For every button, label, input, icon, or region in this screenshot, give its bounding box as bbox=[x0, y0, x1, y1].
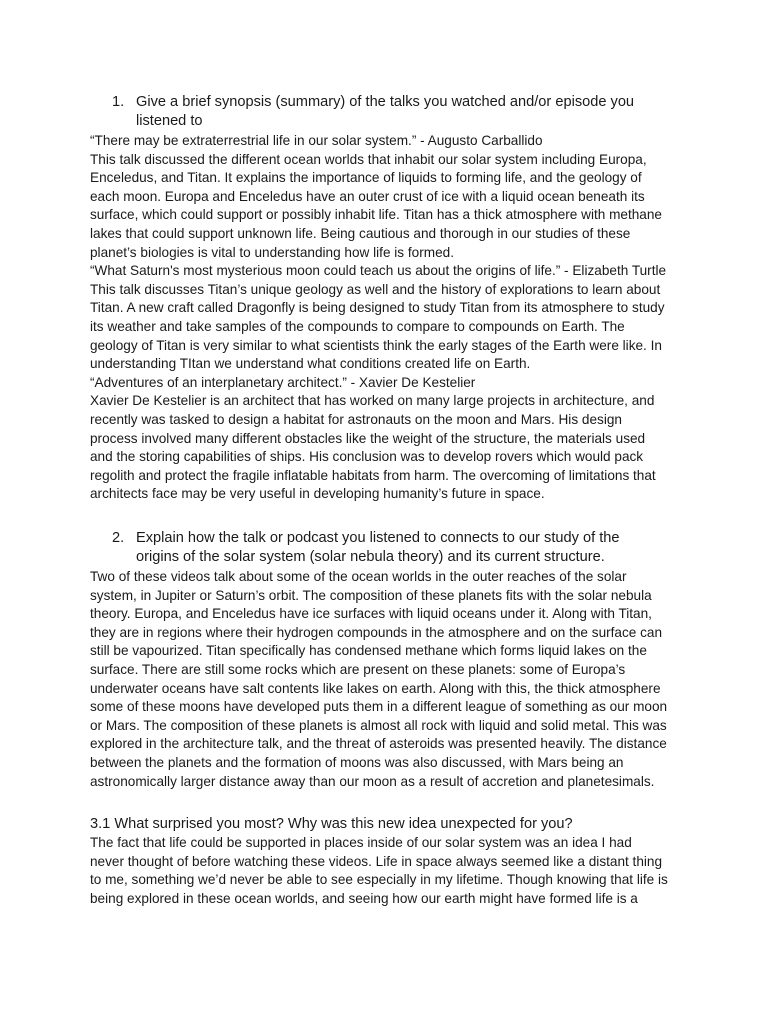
paragraph-line: Two of these videos talk about some of the ocean worlds in the outer reaches of the solar bbox=[90, 569, 627, 584]
question-2-line: Explain how the talk or podcast you listened to connects to our study of the bbox=[136, 530, 620, 546]
paragraph-line: understanding TItan we understand what conditions created life on Earth. bbox=[90, 356, 531, 372]
paragraph-line: process involved many different obstacles like the weight of the structure, the materials used bbox=[90, 430, 646, 446]
paragraph-line: or Mars. The composition of these planets is almost all rock with liquid and solid metal. This was bbox=[90, 717, 667, 733]
paragraph-line: between the planets and the formation of moons was also discussed, with Mars being an bbox=[90, 754, 624, 770]
question-1-line: listened to bbox=[136, 113, 203, 129]
question-2 bbox=[112, 529, 672, 567]
paragraph-line: explored in the architecture talk, and the threat of asteroids was presented heavily. The distance bbox=[90, 736, 667, 752]
paragraph-line: underwater oceans have salt contents like lakes on earth. Along with this, the thick atmosphere bbox=[90, 680, 661, 696]
question-3-1-text bbox=[90, 815, 690, 834]
paragraph-line: they are in regions where their hydrogen compounds in the atmosphere and on the surface can bbox=[90, 624, 663, 640]
paragraph-line: lakes that could support unknown life. Being cautious and thorough in our studies of these bbox=[90, 225, 631, 241]
paragraph-line: to me, something we’d never be able to see especially in my lifetime. Though knowing that life is bbox=[90, 872, 668, 888]
question-2-text bbox=[112, 529, 672, 567]
paragraph-line: Titan. A new craft called Dragonfly is being designed to study Titan from its atmosphere to study bbox=[90, 300, 665, 316]
question-1-number: 1. bbox=[112, 94, 125, 110]
paragraph-line: being explored in these ocean worlds, and seeing how our earth might have formed life is a bbox=[90, 890, 638, 906]
paragraph-line: This talk discusses Titan’s unique geology as well and the history of explorations to learn about bbox=[90, 281, 661, 297]
paragraph-line: The fact that life could be supported in places inside of our solar system was an idea I had bbox=[90, 835, 632, 850]
paragraph-line: each moon. Europa and Enceledus have an outer crust of ice with a liquid ocean beneath its bbox=[90, 188, 645, 204]
paragraph-line: system, in Jupiter or Saturn’s orbit. The composition of these planets fits with the solar nebula bbox=[90, 587, 652, 603]
paragraph-line: “Adventures of an interplanetary architect.” - Xavier De Kestelier bbox=[90, 374, 476, 390]
paragraph-line: “What Saturn's most mysterious moon could teach us about the origins of life.” - Elizabeth Turtle bbox=[90, 263, 667, 279]
paragraph-line: Xavier De Kestelier is an architect that has worked on many large projects in architecture, and bbox=[90, 393, 655, 409]
question-3-1 bbox=[90, 815, 690, 834]
paragraph-line: and the storing capabilities of ships. His conclusion was to develop rovers which would pack bbox=[90, 449, 644, 465]
paragraph-line: geology of Titan is very similar to what scientists think the early stages of the Earth were like. In bbox=[90, 337, 662, 353]
paragraph-line: surface. There are still some rocks which are present on these planets: some of Europa’s bbox=[90, 661, 626, 677]
paragraph-line: regolith and protect the fragile inflatable habitats from harm. The overcoming of limitations that bbox=[90, 467, 656, 483]
paragraph-line: recently was tasked to design a habitat for astronauts on the moon and Mars. His design bbox=[90, 411, 622, 427]
paragraph-line: some of these moons have developed puts them in a different league of something as our moon bbox=[90, 699, 668, 715]
paragraph-line: never thought of before watching these videos. Life in space always seemed like a distant thing bbox=[90, 853, 663, 869]
question-1-line: Give a brief synopsis (summary) of the talks you watched and/or episode you bbox=[136, 94, 635, 110]
answer-1 bbox=[90, 132, 690, 504]
question-1 bbox=[112, 93, 672, 131]
paragraph-line: surface, which could support or possibly inhabit life. Titan has a thick atmosphere with methane bbox=[90, 207, 662, 223]
answer-2 bbox=[90, 568, 690, 791]
question-3-1-line: 3.1 What surprised you most? Why was this new idea unexpected for you? bbox=[90, 816, 573, 832]
question-1-text bbox=[112, 93, 672, 131]
paragraph-line: architects face may be very useful in developing humanity’s future in space. bbox=[90, 486, 545, 502]
question-2-number: 2. bbox=[112, 530, 125, 546]
paragraph-line: still be vapourized. Titan specifically has condensed methane which forms liquid lakes on the bbox=[90, 643, 647, 659]
paragraph-line: planet’s biologies is vital to understanding how life is formed. bbox=[90, 244, 454, 260]
paragraph-line: its weather and take samples of the compounds to compare to compounds on Earth. The bbox=[90, 318, 625, 334]
paragraph-line: theory. Europa, and Enceledus have ice surfaces with liquid oceans under it. Along with Titan, bbox=[90, 606, 652, 622]
paragraph-line: astronomically larger distance away than our moon as a result of accretion and planetesimals. bbox=[90, 773, 655, 789]
answer-3-1 bbox=[90, 834, 690, 908]
paragraph-line: Enceledus, and Titan. It explains the importance of liquids to forming life, and the geology of bbox=[90, 170, 642, 186]
paragraph-line: This talk discussed the different ocean worlds that inhabit our solar system including Europa, bbox=[90, 151, 647, 167]
question-2-line: origins of the solar system (solar nebula theory) and its current structure. bbox=[136, 549, 605, 565]
paragraph-line: “There may be extraterrestrial life in our solar system.” - Augusto Carballido bbox=[90, 133, 543, 148]
